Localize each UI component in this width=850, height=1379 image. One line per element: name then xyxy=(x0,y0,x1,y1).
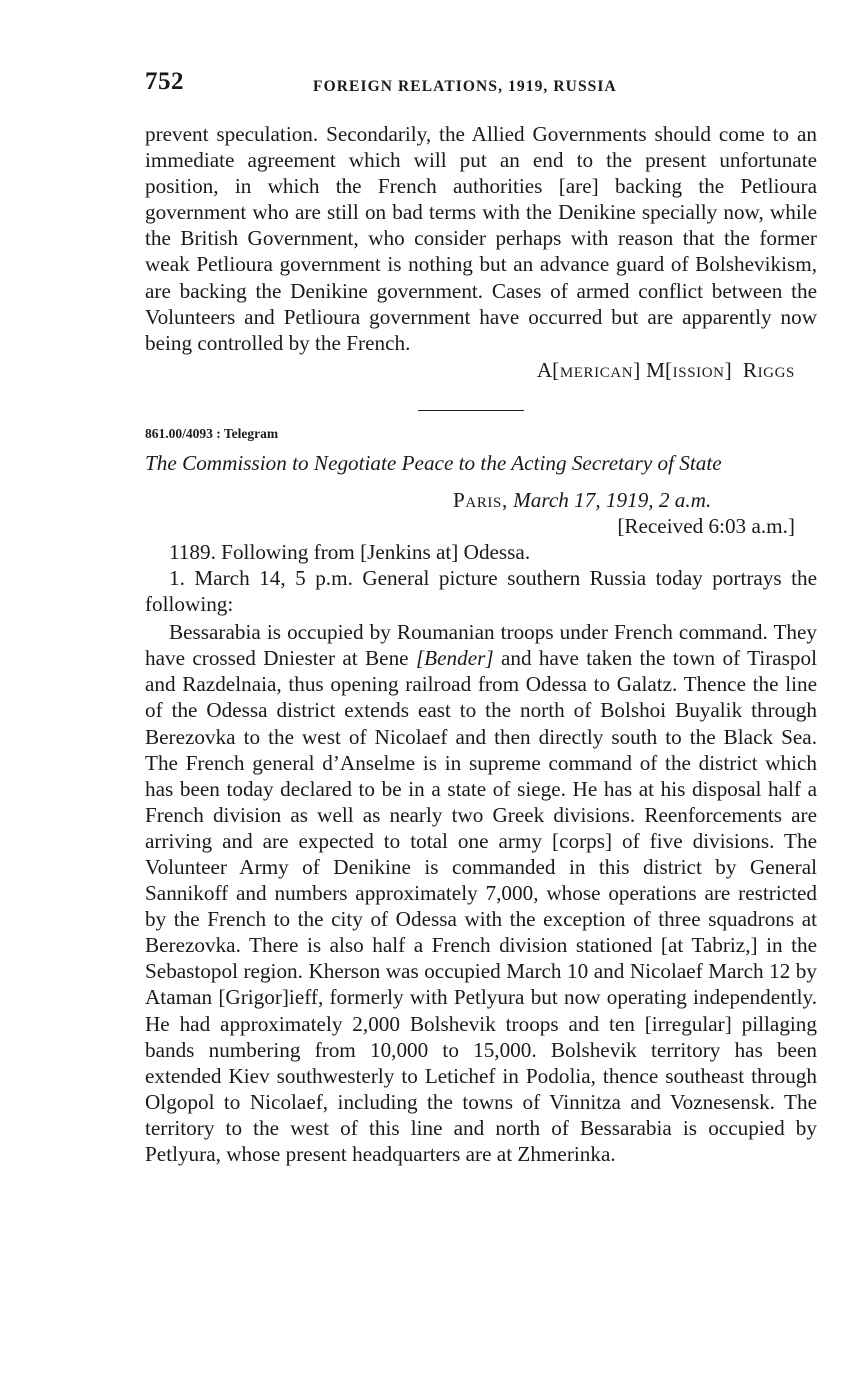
signature-ission: [ission] xyxy=(665,357,733,382)
paragraph-1: 1. March 14, 5 p.m. General picture southern Russia today portrays the following: xyxy=(145,565,817,617)
signature-name: Riggs xyxy=(742,357,795,382)
dateline xyxy=(145,487,817,513)
bender-note: [Bender] xyxy=(415,646,494,671)
signature-initial-m: M xyxy=(646,357,665,382)
signature xyxy=(145,356,817,384)
dateline-place: Paris, xyxy=(453,487,508,512)
continuation-paragraph: prevent speculation. Secondarily, the Allied Governments should come to an immediate agreement which will put an end to the present unfortunate position, in which the French authorities [are] backing the Petlioura government who are still on bad terms with the Denikine specially now, while the British Government, who consider perhaps with reason that the former weak Petlioura government is nothing but an advance guard of Bolshevikism, are backing the Denikine government. Cases of armed conflict between the Volunteers and Petlioura government have occurred but are apparently now being controlled by the French. xyxy=(145,122,817,355)
received-note: [Received 6:03 a.m.] xyxy=(617,513,795,538)
document-page xyxy=(145,68,817,1167)
main-paragraph xyxy=(145,619,817,1167)
signature-merican: [merican] xyxy=(552,357,641,382)
dateline-date: March 17, 1919, 2 a.m. xyxy=(513,487,712,512)
section-divider xyxy=(418,410,524,411)
main-paragraph-part-2: and have taken the town of Tiraspol and Razdelnaia, thus opening railroad from Odessa to Galatz. Thence the line of the Odessa district extends east to the north of Bolshoi Buyalik through Berezovka to the west of Nicolaef and then directly south to the Black Sea. The French general d’Anselme is in supreme command of the district which has been today declared to be in a state of siege. He has at his disposal half a French division as well as nearly two Greek divisions. Reenforcements are arriving and are expected to total one army [corps] of five divisions. The Volunteer Army of Denikine is commanded in this district by General Sannikoff and numbers approximately 7,000, whose operations are restricted by the French to the city of Odessa with the exception of three squadrons at Berezovka. There is also half a French division stationed [at Tabriz,] in the Sebastopol region. Kherson was occupied March 10 and Nicolaef March 12 by Ataman [Grigor]ieff, formerly with Petlyura but now operating independently. He had approximately 2,000 Bolshevik troops and ten [irregular] pillaging bands numbering from 10,000 to 15,000. Bolshevik territory has been extended Kiev southwesterly to Letichef in Podolia, thence southeast through Olgopol to Nicolaef, including the towns of Vinnitza and Voznesensk. The territory to the west of this line and north of Bessarabia is occupied by Petlyura, whose present headquarters are at Zhmerinka. xyxy=(145,646,817,1166)
page-header xyxy=(145,68,817,108)
main-paragraph-part-1: Bessarabia is occupied by Roumanian troops under French command. They have crossed Dniester at Bene xyxy=(145,620,817,671)
page-number: 752 xyxy=(145,68,184,95)
file-reference: 861.00/4093 : Telegram xyxy=(145,425,279,441)
running-head: FOREIGN RELATIONS, 1919, RUSSIA xyxy=(313,78,617,95)
document-title: The Commission to Negotiate Peace to the Acting Secretary of State xyxy=(145,450,722,475)
paragraph-1189: 1189. Following from [Jenkins at] Odessa. xyxy=(169,539,531,564)
signature-initial-a: A xyxy=(536,357,553,382)
